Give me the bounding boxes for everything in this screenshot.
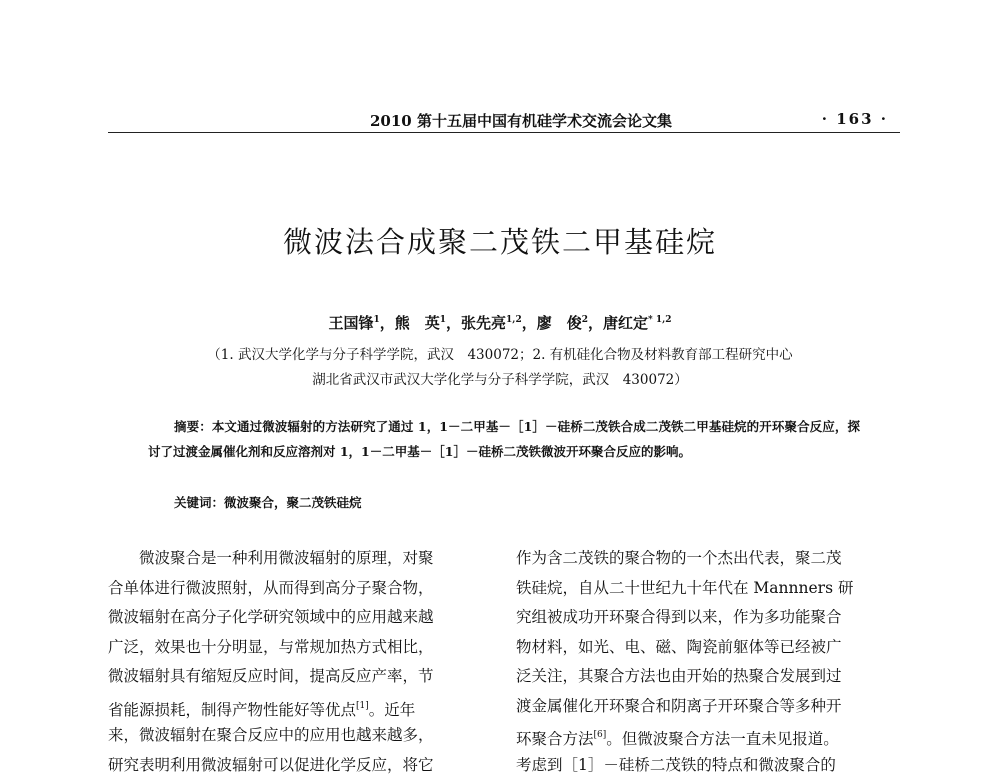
body-line-text: 省能源损耗，制得产物性能好等优点: [108, 701, 356, 719]
body-line: [516, 574, 900, 604]
author: [328, 314, 379, 332]
body-line: [516, 603, 900, 633]
body-column-right: [516, 544, 900, 780]
body-line: [108, 662, 486, 692]
page-number: · 163 ·: [822, 110, 888, 128]
author-name: 唐红定: [603, 314, 648, 332]
body-line-tail: 。近年: [369, 701, 416, 719]
keywords-label: 关键词：: [174, 495, 224, 510]
author: [537, 314, 588, 332]
author: [395, 314, 446, 332]
body-line-text: 研究表明利用微波辐射可以促进化学反应，将它: [108, 756, 434, 774]
body-line: [516, 662, 900, 692]
body-line-text: 微波聚合是一种利用微波辐射的原理，对聚: [139, 549, 434, 567]
citation-ref: [1]: [356, 701, 369, 711]
body-line: [108, 633, 486, 663]
body-line-text: 物材料，如光、电、磁、陶瓷前躯体等已经被广: [516, 638, 842, 656]
conference-name: 2010 第十五届中国有机硅学术交流会论文集: [370, 110, 672, 131]
body-line: [108, 751, 486, 780]
body-line: [516, 633, 900, 663]
body-line-text: 合单体进行微波照射，从而得到高分子聚合物，: [108, 579, 434, 597]
author-affiliation-mark: 1,2: [506, 315, 522, 325]
body-line: [516, 692, 900, 722]
keywords: [174, 493, 362, 511]
author: [461, 314, 522, 332]
body-line: [516, 751, 900, 780]
body-line-text: 微波辐射具有缩短反应时间，提高反应产率，节: [108, 667, 434, 685]
body-line: [108, 574, 486, 604]
affiliation-line-2: 湖北省武汉市武汉大学化学与分子科学学院，武汉 430072）: [0, 368, 1000, 388]
author: [603, 314, 672, 332]
author-affiliation-mark: * 1,2: [648, 315, 672, 325]
author-name: 张先亮: [461, 314, 506, 332]
body-line: [108, 692, 486, 722]
body-line-text: 环聚合方法: [516, 730, 594, 748]
author-name: 王国锋: [328, 314, 373, 332]
body-line: [108, 544, 486, 574]
body-line-tail: 。但微波聚合方法一直未见报道。: [606, 730, 839, 748]
body-line-text: 究组被成功开环聚合得到以来，作为多功能聚合: [516, 608, 842, 626]
body-line: [108, 721, 486, 751]
body-line-text: 作为含二茂铁的聚合物的一个杰出代表，聚二茂: [516, 549, 842, 567]
body-line-text: 铁硅烷，自从二十世纪九十年代在 Mannners 研: [516, 579, 853, 597]
citation-ref: [6]: [594, 730, 607, 740]
body-line-text: 考虑到［1］－硅桥二茂铁的特点和微波聚合的: [516, 756, 836, 774]
abstract-label: 摘要：: [174, 419, 212, 434]
author-affiliation-mark: 1: [440, 315, 446, 325]
body-column-left: [108, 544, 486, 780]
author-affiliation-mark: 1: [373, 315, 379, 325]
running-header: [108, 104, 900, 133]
body-line-text: 微波辐射在高分子化学研究领域中的应用越来越: [108, 608, 434, 626]
body-line-text: 广泛，效果也十分明显，与常规加热方式相比，: [108, 638, 434, 656]
author-name: 熊 英: [395, 314, 440, 332]
body-line: [516, 544, 900, 574]
body-line: [516, 721, 900, 751]
body-line-text: 渡金属催化开环聚合和阴离子开环聚合等多种开: [516, 697, 842, 715]
abstract: [148, 414, 860, 464]
paper-title: 微波法合成聚二茂铁二甲基硅烷: [0, 220, 1000, 261]
author-name: 廖 俊: [537, 314, 582, 332]
body-line-text: 泛关注，其聚合方法也由开始的热聚合发展到过: [516, 667, 842, 685]
body-line: [108, 603, 486, 633]
author-affiliation-mark: 2: [582, 315, 588, 325]
author-list: 王国锋$^1$，熊 英$^1$，张先亮$^{1,2}$，廖 俊$^2$，唐红定$^{* 1,2}$: [0, 312, 1000, 333]
affiliation-line-1: （1. 武汉大学化学与分子科学学院，武汉 430072；2. 有机硅化合物及材料教育部工程研究中心: [0, 343, 1000, 363]
keywords-text: 微波聚合，聚二茂铁硅烷: [224, 495, 362, 510]
abstract-text: 本文通过微波辐射的方法研究了通过 1，1－二甲基－［1］－硅桥二茂铁合成二茂铁二甲基硅烷的开环聚合反应，探讨了过渡金属催化剂和反应溶剂对 1，1－二甲基－［1］－硅桥二茂铁微波开环聚合反应的影响。: [148, 419, 860, 459]
body-line-text: 来，微波辐射在聚合反应中的应用也越来越多，: [108, 726, 434, 744]
